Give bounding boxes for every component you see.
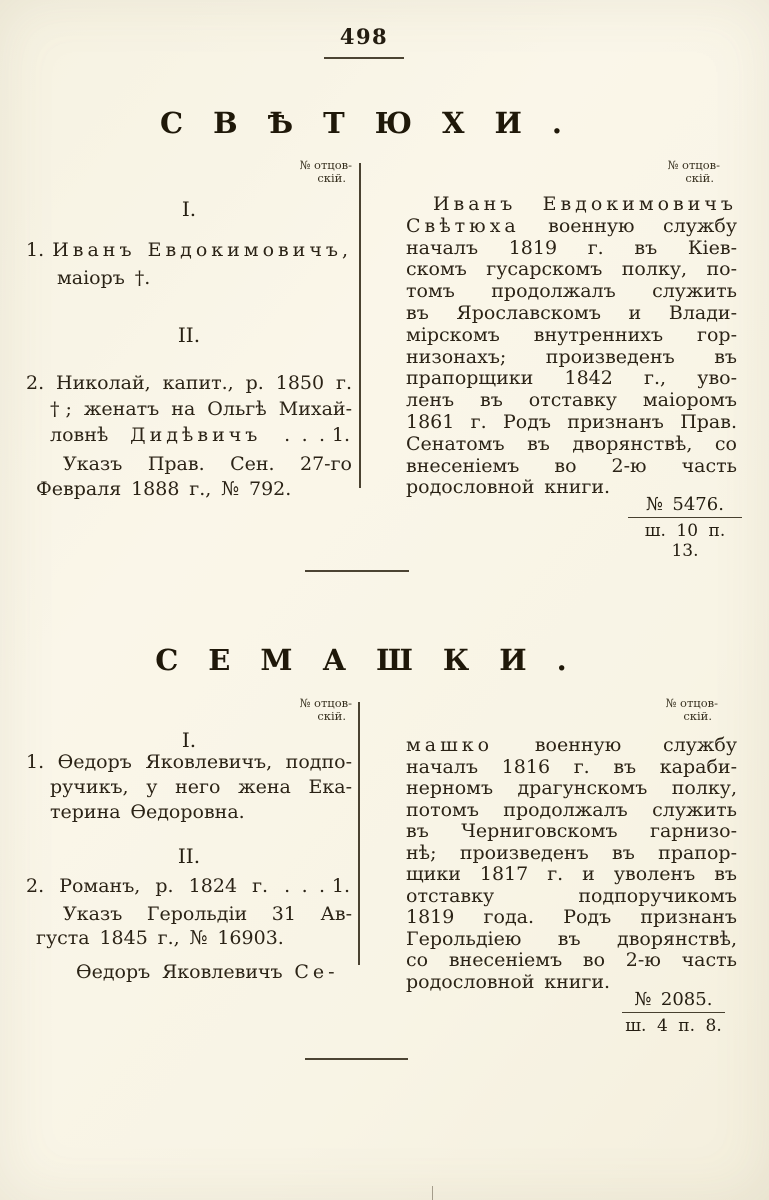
entry-line <box>26 264 352 292</box>
text-segment: 1. Ѳедоръ Яковлевичъ, подпо- <box>26 751 352 773</box>
generation-heading-1: I. <box>181 728 197 752</box>
paragraph-line <box>406 390 737 412</box>
entry-line <box>26 750 352 775</box>
column-header-line2: скій. <box>317 709 346 723</box>
text-segment: Иванъ Евдокимовичъ, <box>52 239 352 261</box>
column-header-line2: скій. <box>685 171 714 185</box>
paragraph-line <box>406 778 737 800</box>
paragraph-line <box>406 757 737 779</box>
section-divider <box>305 570 409 572</box>
case-reference-block <box>622 990 725 1036</box>
text-segment: ленъ въ отставку маіоромъ <box>406 389 737 412</box>
paragraph-line <box>406 325 737 347</box>
paragraph-line <box>406 347 737 369</box>
text-segment: Иванъ Евдокимовичъ <box>433 193 737 215</box>
text-segment: томъ продолжалъ служить <box>406 280 737 303</box>
paragraph-line <box>26 960 352 985</box>
person-entry <box>26 236 352 292</box>
text-segment: нерномъ драгунскомъ полку, <box>406 777 737 799</box>
column-divider-rule <box>359 163 361 488</box>
text-segment: Указъ Герольдіи 31 Ав- <box>63 903 352 925</box>
text-segment: Сенатомъ въ дворянствѣ, со <box>406 432 737 455</box>
entry-line <box>26 236 352 264</box>
text-segment: Се- <box>294 961 339 983</box>
text-segment: военную службу <box>519 214 737 237</box>
text-segment: Февраля 1888 г., № 792. <box>36 478 292 500</box>
paragraph-line <box>406 434 737 456</box>
text-segment: машко <box>406 734 494 756</box>
person-entry <box>26 873 352 899</box>
paragraph-line <box>406 412 737 434</box>
text-segment: прапорщики 1842 г., уво- <box>406 367 737 390</box>
section-divider <box>305 1058 408 1060</box>
case-shelf-code: ш. 10 п. 13. <box>628 517 742 561</box>
text-segment: со внесеніемъ во 2-ю часть <box>406 949 737 971</box>
paragraph-start-line <box>26 960 352 985</box>
case-shelf-code: ш. 4 п. 8. <box>622 1012 725 1036</box>
case-number: № 2085. <box>634 989 713 1010</box>
paragraph-line <box>406 368 737 390</box>
text-segment: началъ 1819 г. въ Кіев- <box>406 236 737 259</box>
text-segment: Указъ Прав. Сен. 27-го <box>63 453 352 475</box>
text-segment: внесеніемъ во 2-ю часть <box>406 454 737 477</box>
column-header-father-number-right <box>598 697 718 723</box>
paragraph-line <box>406 886 737 908</box>
text-segment: началъ 1816 г. въ караби- <box>406 755 737 778</box>
entry-line <box>26 800 352 825</box>
text-segment: потомъ продолжалъ служить <box>406 798 737 821</box>
father-ref-number: 1. <box>331 875 350 897</box>
paragraph-line <box>406 238 737 260</box>
section-title-svetyukhi: СВѢТЮХИ. <box>159 106 593 140</box>
text-segment: 1819 года. Родъ признанъ <box>406 906 737 928</box>
person-entry <box>26 370 352 448</box>
decree-note <box>26 903 352 950</box>
service-record-paragraph <box>406 735 737 993</box>
paragraph-line <box>406 843 737 865</box>
entry-line <box>26 422 352 448</box>
text-segment: скомъ гусарскомъ полку, по- <box>406 258 737 281</box>
entry-line <box>26 775 352 800</box>
entry-line <box>26 873 352 899</box>
paragraph-line <box>406 194 737 216</box>
decree-line <box>26 927 352 951</box>
text-segment: военную службу <box>493 734 737 756</box>
column-header-line1: № отцов- <box>665 696 718 710</box>
paragraph-line <box>406 735 737 757</box>
text-segment: густа 1845 г., № 16903. <box>36 926 284 949</box>
page-number-underline <box>324 57 404 59</box>
text-segment: 1861 г. Родъ признанъ Прав. <box>406 410 737 433</box>
text-segment: въ Черниговскомъ гарнизо- <box>406 820 737 842</box>
column-header-father-number-left <box>238 159 352 185</box>
generation-heading-1: I. <box>181 197 197 221</box>
paragraph-line <box>406 216 737 238</box>
paragraph-line <box>406 950 737 972</box>
column-header-father-number-left <box>238 697 352 723</box>
text-segment: 2. Николай, капит., р. 1850 г. <box>26 372 352 394</box>
decree-line <box>26 452 352 477</box>
paragraph-line <box>406 800 737 822</box>
generation-heading-2: II. <box>177 844 201 868</box>
column-divider-rule <box>358 702 360 965</box>
entry-line <box>26 396 352 422</box>
decree-note <box>26 452 352 502</box>
father-ref-number: 1. <box>331 424 350 446</box>
paragraph-line <box>406 303 737 325</box>
paragraph-line <box>406 456 737 478</box>
decree-line <box>26 903 352 927</box>
text-segment: маіоръ †. <box>57 267 151 289</box>
column-header-line2: скій. <box>317 171 346 185</box>
case-number: № 5476. <box>646 494 724 515</box>
text-segment: †; женатъ на Ольгѣ Михай- <box>50 398 352 420</box>
text-segment: родословной книги. <box>406 476 611 499</box>
case-reference-block <box>628 495 742 561</box>
text-segment: ловнѣ <box>50 424 131 446</box>
text-segment: Свѣтюха <box>406 214 520 237</box>
text-segment: . . . <box>261 424 326 446</box>
column-header-line1: № отцов- <box>299 696 352 710</box>
text-segment: нѣ; произведенъ въ прапор- <box>406 841 737 864</box>
column-header-line2: скій. <box>683 709 712 723</box>
column-header-line1: № отцов- <box>299 158 352 172</box>
column-header-father-number-right <box>600 159 720 185</box>
service-record-paragraph <box>406 194 737 499</box>
text-segment: терина Ѳедоровна. <box>50 801 245 823</box>
paragraph-line <box>406 907 737 929</box>
column-header-line1: № отцов- <box>667 158 720 172</box>
paragraph-line <box>406 281 737 303</box>
scan-artifact <box>432 1186 433 1200</box>
text-segment: 2. Романъ, р. 1824 г. <box>26 875 269 897</box>
text-segment: мірскомъ внутреннихъ гор- <box>406 323 737 346</box>
text-segment: низонахъ; произведенъ въ <box>406 345 737 368</box>
text-segment: Ѳедоръ Яковлевичъ <box>76 961 295 983</box>
text-segment: Герольдіею въ дворянствѣ, <box>406 927 737 950</box>
generation-heading-2: II. <box>177 323 201 347</box>
page-number: 498 <box>339 24 389 49</box>
text-segment: ручикъ, у него жена Ека- <box>50 776 352 798</box>
paragraph-line <box>406 929 737 951</box>
text-segment: отставку подпоручикомъ <box>406 884 737 907</box>
text-segment: родословной книги. <box>406 970 611 993</box>
text-segment: . . . <box>268 875 327 897</box>
section-title-semashki: СЕМАШКИ. <box>155 643 597 677</box>
text-segment: въ Ярославскомъ и Влади- <box>406 301 737 324</box>
text-segment: 1. <box>26 239 53 261</box>
person-entry <box>26 750 352 825</box>
paragraph-line <box>406 259 737 281</box>
decree-line <box>26 477 352 502</box>
text-segment: Дидѣвичъ <box>130 424 262 446</box>
paragraph-line <box>406 821 737 843</box>
paragraph-line <box>406 864 737 886</box>
entry-line <box>26 370 352 396</box>
text-segment: щики 1817 г. и уволенъ въ <box>406 863 737 885</box>
